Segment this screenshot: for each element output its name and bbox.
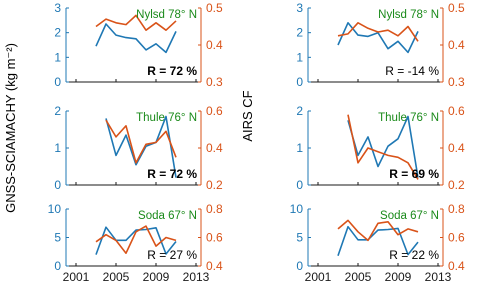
- correlation-label: R = 69 %: [389, 167, 439, 181]
- chart-panel: [296, 1, 465, 89]
- right-y-tick-label: 0.4: [206, 38, 223, 52]
- left-y-tick-label: 10: [289, 202, 303, 216]
- x-tick-label: 2013: [182, 270, 210, 284]
- left-y-tick-label: 1: [296, 50, 303, 65]
- right-y-tick-label: 0.4: [206, 259, 223, 273]
- left-y-tick-label: 2: [54, 104, 61, 118]
- gnss-series-line: [338, 23, 418, 53]
- left-y-tick-label: 0: [296, 178, 303, 192]
- left-y-tick-label: 0: [54, 259, 61, 273]
- left-y-tick-label: 0: [54, 75, 61, 89]
- correlation-label: R = -14 %: [385, 64, 439, 78]
- chart-panel: [296, 104, 465, 192]
- left-y-tick-label: 2: [54, 25, 61, 40]
- x-tick-label: 2013: [424, 270, 452, 284]
- left-y-tick-label: 3: [296, 1, 303, 15]
- station-label: Nylsd 78° N: [378, 9, 439, 21]
- left-y-tick-label: 5: [296, 230, 303, 245]
- right-y-axis-label: AIRS CF: [240, 90, 255, 142]
- right-y-tick-label: 0.6: [448, 230, 465, 245]
- chart-panel: [48, 202, 223, 284]
- chart-panel: [54, 1, 223, 89]
- station-label: Thule 76° N: [136, 112, 197, 124]
- correlation-label: R = 22 %: [389, 248, 439, 262]
- x-tick-label: 2005: [102, 270, 130, 284]
- left-y-tick-label: 10: [47, 202, 61, 216]
- station-label: Nylsd 78° N: [136, 9, 197, 21]
- left-y-tick-label: 2: [296, 104, 303, 118]
- right-y-tick-label: 0.6: [206, 230, 223, 245]
- station-label: Soda 67° N: [380, 210, 439, 222]
- right-y-tick-label: 0.4: [206, 141, 223, 155]
- right-y-tick-label: 0.3: [448, 75, 465, 89]
- right-y-tick-label: 0.5: [206, 1, 223, 15]
- station-label: Soda 67° N: [138, 210, 197, 222]
- correlation-label: R = 72 %: [147, 64, 197, 78]
- left-y-tick-label: 5: [54, 230, 61, 245]
- x-tick-label: 2009: [142, 270, 170, 284]
- panels-group: [48, 1, 465, 284]
- right-y-tick-label: 0.4: [448, 141, 465, 155]
- station-label: Thule 76° N: [378, 112, 439, 124]
- left-y-tick-label: 0: [54, 178, 61, 192]
- right-y-tick-label: 0.2: [448, 178, 465, 192]
- left-y-tick-label: 2: [296, 25, 303, 40]
- right-y-tick-label: 0.2: [206, 178, 223, 192]
- left-y-tick-label: 1: [54, 141, 61, 155]
- right-y-tick-label: 0.6: [206, 104, 223, 118]
- right-y-tick-label: 0.5: [448, 1, 465, 15]
- x-tick-label: 2005: [344, 270, 372, 284]
- x-tick-label: 2009: [384, 270, 412, 284]
- right-y-tick-label: 0.4: [448, 38, 465, 52]
- right-y-tick-label: 0.6: [448, 104, 465, 118]
- left-y-tick-label: 1: [54, 50, 61, 65]
- left-y-tick-label: 1: [296, 141, 303, 155]
- left-y-tick-label: 3: [54, 1, 61, 15]
- x-tick-label: 2001: [304, 270, 332, 284]
- correlation-label: R = 72 %: [147, 167, 197, 181]
- correlation-label: R = 27 %: [147, 248, 197, 262]
- left-y-tick-label: 0: [296, 75, 303, 89]
- left-y-axis-label: GNSS-SCIAMACHY (kg m⁻²): [3, 43, 18, 213]
- x-tick-label: 2001: [62, 270, 90, 284]
- chart-panel: [54, 104, 223, 192]
- left-y-tick-label: 0: [296, 259, 303, 273]
- right-y-tick-label: 0.4: [448, 259, 465, 273]
- right-y-tick-label: 0.8: [206, 202, 223, 216]
- right-y-tick-label: 0.8: [448, 202, 465, 216]
- chart-panel: [290, 202, 465, 284]
- right-y-tick-label: 0.3: [206, 75, 223, 89]
